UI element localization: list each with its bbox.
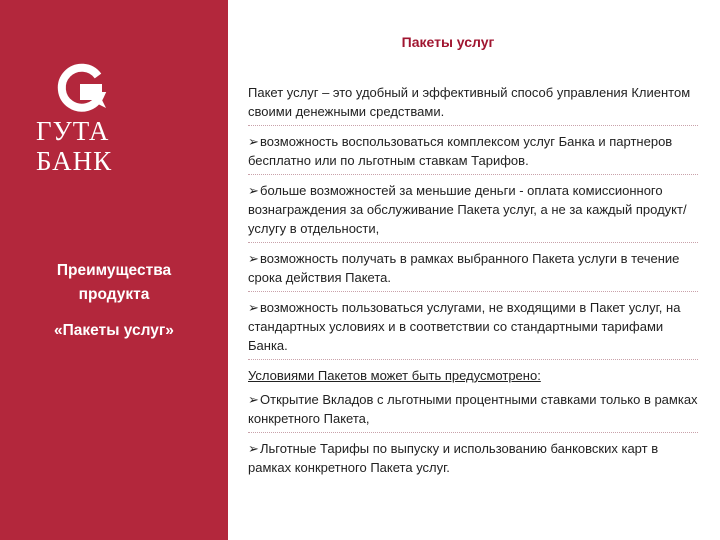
benefit-text: возможность воспользоваться комплексом услуг Банка и партнеров бесплатно или по льготным ставкам Тарифов.: [248, 134, 673, 168]
benefit-item: [248, 181, 698, 243]
sidebar: [0, 0, 228, 540]
benefit-item: [248, 132, 698, 175]
condition-text: Льготные Тарифы по выпуску и использованию банковских карт в рамках конкретного Пакета услуг.: [248, 441, 659, 475]
bullet-arrow-icon: ➢: [248, 300, 259, 315]
condition-item: [248, 439, 698, 477]
bank-logo: [30, 62, 140, 178]
condition-item: [248, 390, 698, 433]
benefit-item: [248, 298, 698, 360]
logo-text-line2: БАНК: [36, 146, 113, 176]
page-title: Пакеты услуг: [401, 34, 495, 50]
bullet-arrow-icon: ➢: [248, 441, 259, 456]
benefit-item: [248, 249, 698, 292]
guta-bank-logo-icon: [54, 62, 114, 114]
sidebar-title-line2: продукта: [78, 286, 150, 303]
intro-paragraph: Пакет услуг – это удобный и эффективный способ управления Клиентом своими денежными средствами.: [248, 83, 698, 126]
bullet-arrow-icon: ➢: [248, 392, 259, 407]
benefit-text: больше возможностей за меньшие деньги - оплата комиссионного вознаграждения за обслуживание Пакета услуг, а не за каждый продукт/услугу в отдельности,: [248, 183, 687, 236]
condition-text: Открытие Вкладов с льготными процентными ставками только в рамках конкретного Пакета,: [248, 392, 698, 426]
bullet-arrow-icon: ➢: [248, 251, 259, 266]
sidebar-title: [0, 259, 228, 307]
benefit-text: возможность получать в рамках выбранного Пакета услуги в течение срока действия Пакета.: [248, 251, 680, 285]
logo-text-line1: ГУТА: [36, 116, 110, 146]
bullet-arrow-icon: ➢: [248, 183, 259, 198]
content-body: [248, 83, 698, 483]
bullet-arrow-icon: ➢: [248, 134, 259, 149]
conditions-heading: Условиями Пакетов может быть предусмотрено:: [248, 368, 541, 383]
benefit-text: возможность пользоваться услугами, не входящими в Пакет услуг, на стандартных условиях и в соответствии со стандартными тарифами Банка.: [248, 300, 681, 353]
sidebar-subtitle: «Пакеты услуг»: [54, 322, 174, 339]
sidebar-title-line1: Преимущества: [56, 262, 172, 279]
